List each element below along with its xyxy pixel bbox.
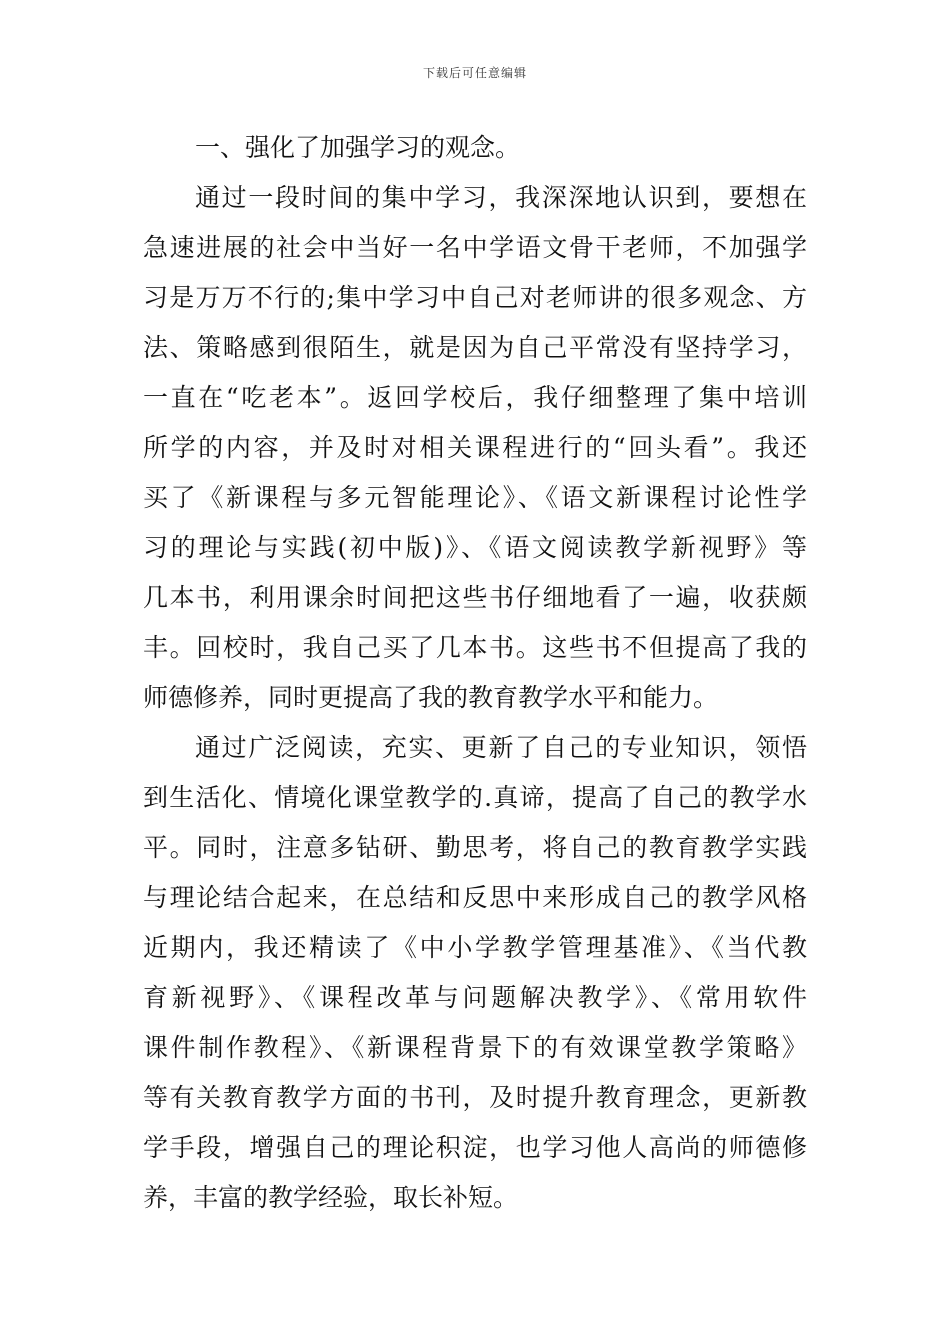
text-line: 平。同时，注意多钻研、勤思考，将自己的教育教学实践 — [143, 833, 807, 862]
text-line: 到生活化、情境化课堂教学的.真谛，提高了自己的教学水 — [143, 783, 807, 812]
page-header: 下载后可任意编辑 — [422, 66, 527, 80]
text-line: 通过一段时间的集中学习，我深深地认识到，要想在 — [195, 183, 807, 212]
text-line: 师德修养，同时更提高了我的教育教学水平和能力。 — [143, 683, 719, 712]
text-line: 买了《新课程与多元智能理论》、《语文新课程讨论性学 — [143, 483, 807, 512]
text-line: 近期内，我还精读了《中小学教学管理基准》、《当代教 — [143, 933, 807, 962]
text-line: 等有关教育教学方面的书刊，及时提升教育理念，更新教 — [143, 1083, 807, 1112]
document-body — [143, 123, 807, 1223]
text-line: 习的理论与实践(初中版)》、《语文阅读教学新视野》等 — [143, 533, 807, 562]
text-line: 学手段，增强自己的理论积淀，也学习他人高尚的师德修 — [143, 1133, 807, 1162]
text-line: 法、策略感到很陌生，就是因为自己平常没有坚持学习， — [143, 333, 807, 362]
text-line: 习是万万不行的;集中学习中自己对老师讲的很多观念、方 — [143, 283, 807, 312]
text-line: 急速进展的社会中当好一名中学语文骨干老师，不加强学 — [143, 233, 807, 262]
text-line: 课件制作教程》、《新课程背景下的有效课堂教学策略》 — [143, 1033, 807, 1062]
text-line: 几本书，利用课余时间把这些书仔细地看了一遍，收获颇 — [143, 583, 807, 612]
text-line: 养，丰富的教学经验，取长补短。 — [143, 1183, 519, 1212]
text-line: 通过广泛阅读，充实、更新了自己的专业知识，领悟 — [195, 733, 807, 762]
text-line: 丰。回校时，我自己买了几本书。这些书不但提高了我的 — [143, 633, 807, 662]
section-heading: 一、强化了加强学习的观念。 — [195, 133, 521, 162]
text-line: 与理论结合起来，在总结和反思中来形成自己的教学风格 — [143, 883, 807, 912]
text-line: 育新视野》、《课程改革与问题解决教学》、《常用软件 — [143, 983, 807, 1012]
text-line: 一直在“吃老本”。返回学校后，我仔细整理了集中培训 — [143, 383, 807, 412]
text-line: 所学的内容，并及时对相关课程进行的“回头看”。我还 — [143, 433, 807, 462]
